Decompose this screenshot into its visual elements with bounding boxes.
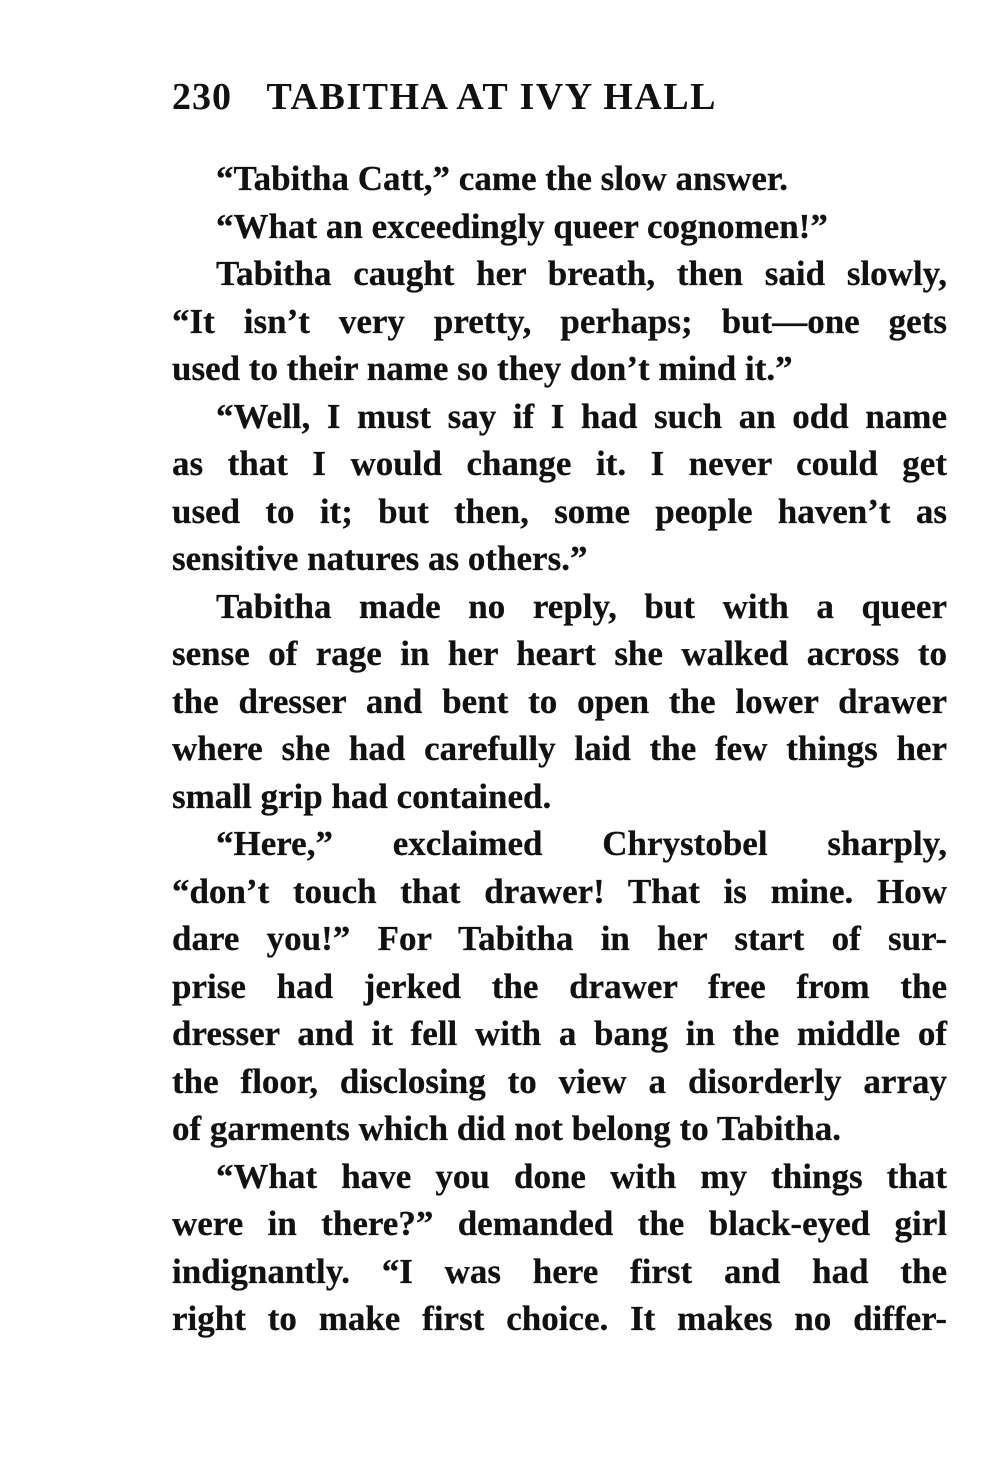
text-line: as that I would change it. I never could get [172,444,947,483]
text-line: sense of rage in her heart she walked across to [172,634,947,673]
text-line: Tabitha made no reply, but with a queer [216,586,947,626]
text-line: the dresser and bent to open the lower drawer [172,681,947,721]
text-line: “don’t touch that drawer! That is mine. How [172,871,947,911]
text-line: prise had jerked the drawer free from the [172,966,947,1006]
text-line: used to it; but then, some people haven’t as [172,491,947,531]
text-line: sensitive natures as others.” [172,539,588,578]
text-line: indignantly. “I was here first and had the [172,1251,947,1291]
text-line: “Well, I must say if I had such an odd name [216,396,947,436]
text-line: small grip had contained. [172,776,552,816]
text-line: right to make first choice. It makes no differ- [172,1299,947,1338]
page-number: 230 [172,76,232,118]
text-line: dresser and it fell with a bang in the middle of [172,1014,947,1053]
text-line: “Tabitha Catt,” came the slow answer. [216,159,788,198]
text-line: where she had carefully laid the few things her [172,729,947,768]
running-title: TABITHA AT IVY HALL [266,76,717,118]
page-header [172,72,852,122]
body-text [172,155,947,1343]
text-line: the floor, disclosing to view a disorderly array [172,1061,947,1101]
text-line: “What have you done with my things that [216,1156,947,1196]
text-line: used to their name so they don’t mind it.” [172,349,793,388]
text-line: “Here,” exclaimed Chrystobel sharply, [216,824,947,863]
text-line: “It isn’t very pretty, perhaps; but—one gets [172,301,947,341]
text-line: were in there?” demanded the black-eyed girl [172,1204,947,1243]
text-line: Tabitha caught her breath, then said slowly, [216,254,947,293]
text-line: of garments which did not belong to Tabitha. [172,1109,842,1148]
text-line: “What an exceedingly queer cognomen!” [216,206,828,246]
text-line: dare you!” For Tabitha in her start of sur- [172,919,947,958]
